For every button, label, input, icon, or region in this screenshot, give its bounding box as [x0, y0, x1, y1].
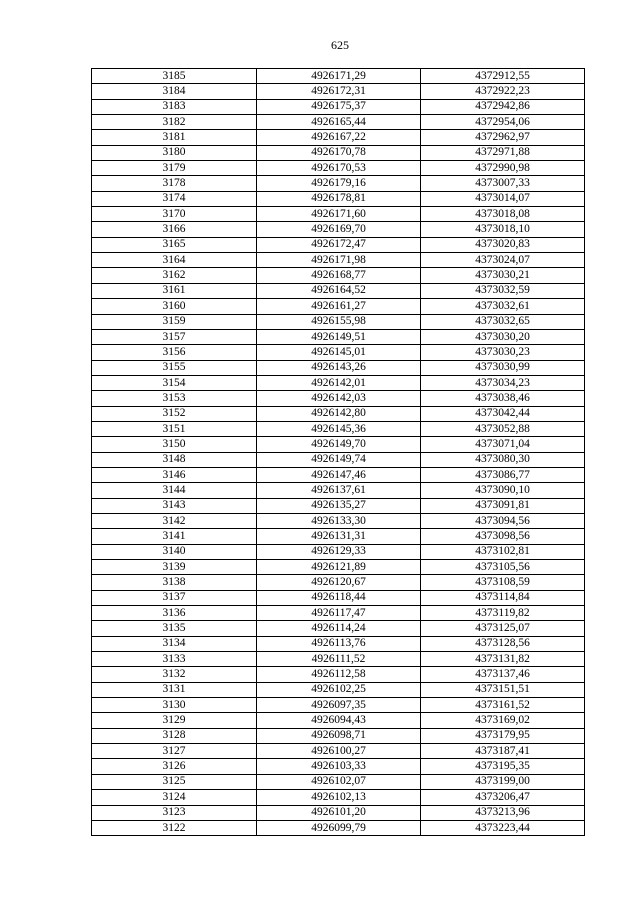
x-coordinate-cell: 4926149,51	[257, 329, 421, 344]
x-coordinate-cell: 4926171,29	[257, 69, 421, 84]
point-number-cell: 3128	[92, 728, 257, 743]
y-coordinate-cell: 4373102,81	[421, 544, 585, 559]
y-coordinate-cell: 4373128,56	[421, 636, 585, 651]
y-coordinate-cell: 4372962,97	[421, 130, 585, 145]
x-coordinate-cell: 4926137,61	[257, 483, 421, 498]
y-coordinate-cell: 4373030,20	[421, 329, 585, 344]
y-coordinate-cell: 4373038,46	[421, 391, 585, 406]
table-row	[92, 713, 585, 728]
x-coordinate-cell: 4926170,53	[257, 161, 421, 176]
x-coordinate-cell: 4926111,52	[257, 652, 421, 667]
point-number-cell: 3131	[92, 682, 257, 697]
y-coordinate-cell: 4372912,55	[421, 69, 585, 84]
x-coordinate-cell: 4926169,70	[257, 222, 421, 237]
x-coordinate-cell: 4926171,60	[257, 207, 421, 222]
point-number-cell: 3136	[92, 606, 257, 621]
point-number-cell: 3152	[92, 406, 257, 421]
y-coordinate-cell: 4373032,59	[421, 283, 585, 298]
table-row	[92, 360, 585, 375]
table-row	[92, 283, 585, 298]
x-coordinate-cell: 4926112,58	[257, 667, 421, 682]
table-row	[92, 268, 585, 283]
y-coordinate-cell: 4373032,65	[421, 314, 585, 329]
x-coordinate-cell: 4926175,37	[257, 99, 421, 114]
y-coordinate-cell: 4372990,98	[421, 161, 585, 176]
x-coordinate-cell: 4926142,03	[257, 391, 421, 406]
x-coordinate-cell: 4926167,22	[257, 130, 421, 145]
x-coordinate-cell: 4926164,52	[257, 283, 421, 298]
table-row	[92, 759, 585, 774]
point-number-cell: 3125	[92, 774, 257, 789]
y-coordinate-cell: 4373018,08	[421, 207, 585, 222]
table-row	[92, 682, 585, 697]
point-number-cell: 3155	[92, 360, 257, 375]
point-number-cell: 3157	[92, 329, 257, 344]
table-row	[92, 698, 585, 713]
y-coordinate-cell: 4373206,47	[421, 790, 585, 805]
table-row	[92, 69, 585, 84]
point-number-cell: 3148	[92, 452, 257, 467]
point-number-cell: 3135	[92, 621, 257, 636]
point-number-cell: 3127	[92, 744, 257, 759]
y-coordinate-cell: 4373223,44	[421, 820, 585, 835]
y-coordinate-cell: 4373169,02	[421, 713, 585, 728]
x-coordinate-cell: 4926155,98	[257, 314, 421, 329]
y-coordinate-cell: 4373007,33	[421, 176, 585, 191]
point-number-cell: 3162	[92, 268, 257, 283]
point-number-cell: 3122	[92, 820, 257, 835]
table-row	[92, 560, 585, 575]
point-number-cell: 3156	[92, 345, 257, 360]
table-row	[92, 421, 585, 436]
table-row	[92, 621, 585, 636]
table-row	[92, 437, 585, 452]
x-coordinate-cell: 4926135,27	[257, 498, 421, 513]
table-row	[92, 498, 585, 513]
point-number-cell: 3184	[92, 84, 257, 99]
point-number-cell: 3165	[92, 237, 257, 252]
point-number-cell: 3144	[92, 483, 257, 498]
y-coordinate-cell: 4373032,61	[421, 299, 585, 314]
table-row	[92, 513, 585, 528]
x-coordinate-cell: 4926165,44	[257, 115, 421, 130]
table-row	[92, 728, 585, 743]
point-number-cell: 3124	[92, 790, 257, 805]
x-coordinate-cell: 4926131,31	[257, 529, 421, 544]
y-coordinate-cell: 4373187,41	[421, 744, 585, 759]
point-number-cell: 3170	[92, 207, 257, 222]
x-coordinate-cell: 4926143,26	[257, 360, 421, 375]
point-number-cell: 3126	[92, 759, 257, 774]
point-number-cell: 3160	[92, 299, 257, 314]
x-coordinate-cell: 4926117,47	[257, 606, 421, 621]
table-row	[92, 375, 585, 390]
y-coordinate-cell: 4372954,06	[421, 115, 585, 130]
table-row	[92, 99, 585, 114]
x-coordinate-cell: 4926102,13	[257, 790, 421, 805]
x-coordinate-cell: 4926099,79	[257, 820, 421, 835]
x-coordinate-cell: 4926097,35	[257, 698, 421, 713]
table-row	[92, 145, 585, 160]
y-coordinate-cell: 4372922,23	[421, 84, 585, 99]
x-coordinate-cell: 4926094,43	[257, 713, 421, 728]
table-row	[92, 590, 585, 605]
y-coordinate-cell: 4373213,96	[421, 805, 585, 820]
table-row	[92, 483, 585, 498]
point-number-cell: 3164	[92, 253, 257, 268]
point-number-cell: 3185	[92, 69, 257, 84]
y-coordinate-cell: 4373137,46	[421, 667, 585, 682]
point-number-cell: 3178	[92, 176, 257, 191]
table-row	[92, 391, 585, 406]
table-row	[92, 467, 585, 482]
x-coordinate-cell: 4926149,74	[257, 452, 421, 467]
x-coordinate-cell: 4926102,25	[257, 682, 421, 697]
table-row	[92, 529, 585, 544]
y-coordinate-cell: 4373108,59	[421, 575, 585, 590]
table-row	[92, 176, 585, 191]
y-coordinate-cell: 4373090,10	[421, 483, 585, 498]
point-number-cell: 3132	[92, 667, 257, 682]
x-coordinate-cell: 4926102,07	[257, 774, 421, 789]
table-row	[92, 805, 585, 820]
y-coordinate-cell: 4373119,82	[421, 606, 585, 621]
point-number-cell: 3159	[92, 314, 257, 329]
y-coordinate-cell: 4373030,21	[421, 268, 585, 283]
y-coordinate-cell: 4373161,52	[421, 698, 585, 713]
y-coordinate-cell: 4373195,35	[421, 759, 585, 774]
point-number-cell: 3133	[92, 652, 257, 667]
x-coordinate-cell: 4926133,30	[257, 513, 421, 528]
x-coordinate-cell: 4926178,81	[257, 191, 421, 206]
y-coordinate-cell: 4373125,07	[421, 621, 585, 636]
point-number-cell: 3161	[92, 283, 257, 298]
y-coordinate-cell: 4373042,44	[421, 406, 585, 421]
table-row	[92, 820, 585, 835]
table-row	[92, 329, 585, 344]
y-coordinate-cell: 4373018,10	[421, 222, 585, 237]
point-number-cell: 3181	[92, 130, 257, 145]
y-coordinate-cell: 4373024,07	[421, 253, 585, 268]
table-row	[92, 253, 585, 268]
x-coordinate-cell: 4926145,36	[257, 421, 421, 436]
x-coordinate-cell: 4926168,77	[257, 268, 421, 283]
x-coordinate-cell: 4926149,70	[257, 437, 421, 452]
coordinates-table-body	[92, 69, 585, 836]
x-coordinate-cell: 4926179,16	[257, 176, 421, 191]
table-row	[92, 207, 585, 222]
table-row	[92, 115, 585, 130]
y-coordinate-cell: 4372971,88	[421, 145, 585, 160]
table-row	[92, 575, 585, 590]
table-row	[92, 544, 585, 559]
table-row	[92, 652, 585, 667]
table-row	[92, 744, 585, 759]
point-number-cell: 3139	[92, 560, 257, 575]
point-number-cell: 3142	[92, 513, 257, 528]
table-row	[92, 667, 585, 682]
table-row	[92, 406, 585, 421]
y-coordinate-cell: 4373114,84	[421, 590, 585, 605]
point-number-cell: 3138	[92, 575, 257, 590]
x-coordinate-cell: 4926103,33	[257, 759, 421, 774]
y-coordinate-cell: 4373020,83	[421, 237, 585, 252]
point-number-cell: 3137	[92, 590, 257, 605]
y-coordinate-cell: 4373030,23	[421, 345, 585, 360]
table-row	[92, 452, 585, 467]
y-coordinate-cell: 4373094,56	[421, 513, 585, 528]
x-coordinate-cell: 4926161,27	[257, 299, 421, 314]
x-coordinate-cell: 4926101,20	[257, 805, 421, 820]
point-number-cell: 3140	[92, 544, 257, 559]
table-row	[92, 299, 585, 314]
point-number-cell: 3150	[92, 437, 257, 452]
y-coordinate-cell: 4373052,88	[421, 421, 585, 436]
table-row	[92, 314, 585, 329]
point-number-cell: 3146	[92, 467, 257, 482]
table-row	[92, 237, 585, 252]
x-coordinate-cell: 4926100,27	[257, 744, 421, 759]
y-coordinate-cell: 4373151,51	[421, 682, 585, 697]
table-row	[92, 161, 585, 176]
x-coordinate-cell: 4926118,44	[257, 590, 421, 605]
table-row	[92, 191, 585, 206]
y-coordinate-cell: 4373179,95	[421, 728, 585, 743]
x-coordinate-cell: 4926145,01	[257, 345, 421, 360]
x-coordinate-cell: 4926170,78	[257, 145, 421, 160]
point-number-cell: 3174	[92, 191, 257, 206]
table-row	[92, 345, 585, 360]
y-coordinate-cell: 4373071,04	[421, 437, 585, 452]
x-coordinate-cell: 4926171,98	[257, 253, 421, 268]
table-row	[92, 130, 585, 145]
page-number: 625	[331, 38, 349, 52]
table-row	[92, 790, 585, 805]
y-coordinate-cell: 4373091,81	[421, 498, 585, 513]
table-row	[92, 84, 585, 99]
x-coordinate-cell: 4926114,24	[257, 621, 421, 636]
x-coordinate-cell: 4926142,01	[257, 375, 421, 390]
point-number-cell: 3151	[92, 421, 257, 436]
x-coordinate-cell: 4926098,71	[257, 728, 421, 743]
x-coordinate-cell: 4926129,33	[257, 544, 421, 559]
y-coordinate-cell: 4373030,99	[421, 360, 585, 375]
table-row	[92, 222, 585, 237]
table-row	[92, 636, 585, 651]
point-number-cell: 3153	[92, 391, 257, 406]
y-coordinate-cell: 4373086,77	[421, 467, 585, 482]
x-coordinate-cell: 4926113,76	[257, 636, 421, 651]
y-coordinate-cell: 4373199,00	[421, 774, 585, 789]
point-number-cell: 3166	[92, 222, 257, 237]
y-coordinate-cell: 4373014,07	[421, 191, 585, 206]
table-row	[92, 606, 585, 621]
x-coordinate-cell: 4926120,67	[257, 575, 421, 590]
y-coordinate-cell: 4373131,82	[421, 652, 585, 667]
point-number-cell: 3182	[92, 115, 257, 130]
point-number-cell: 3143	[92, 498, 257, 513]
x-coordinate-cell: 4926121,89	[257, 560, 421, 575]
table-row	[92, 774, 585, 789]
coordinates-table	[91, 68, 585, 836]
point-number-cell: 3180	[92, 145, 257, 160]
y-coordinate-cell: 4373105,56	[421, 560, 585, 575]
y-coordinate-cell: 4373034,23	[421, 375, 585, 390]
point-number-cell: 3141	[92, 529, 257, 544]
x-coordinate-cell: 4926142,80	[257, 406, 421, 421]
point-number-cell: 3123	[92, 805, 257, 820]
point-number-cell: 3154	[92, 375, 257, 390]
y-coordinate-cell: 4372942,86	[421, 99, 585, 114]
point-number-cell: 3134	[92, 636, 257, 651]
point-number-cell: 3179	[92, 161, 257, 176]
x-coordinate-cell: 4926172,31	[257, 84, 421, 99]
y-coordinate-cell: 4373080,30	[421, 452, 585, 467]
x-coordinate-cell: 4926147,46	[257, 467, 421, 482]
x-coordinate-cell: 4926172,47	[257, 237, 421, 252]
point-number-cell: 3130	[92, 698, 257, 713]
point-number-cell: 3183	[92, 99, 257, 114]
point-number-cell: 3129	[92, 713, 257, 728]
y-coordinate-cell: 4373098,56	[421, 529, 585, 544]
